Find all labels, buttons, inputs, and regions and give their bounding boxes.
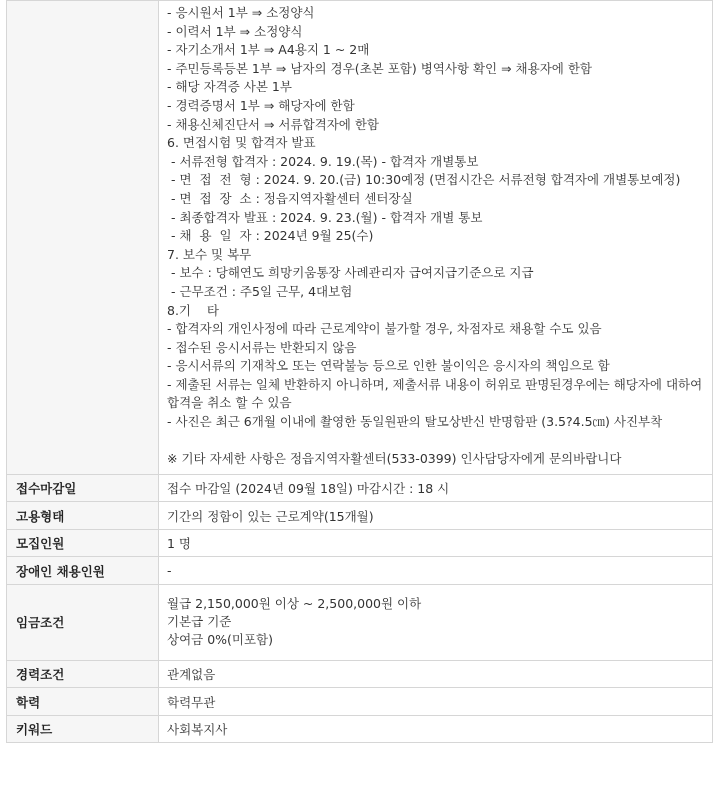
- details-line: - 사진은 최근 6개월 이내에 촬영한 동일원판의 탈모상반신 반명함판 (3.5?4.5㎝) 사진부착: [167, 414, 663, 430]
- details-line: - 이력서 1부 ⇒ 소정양식: [167, 23, 303, 39]
- details-line: - 보수 : 당해연도 희망키움통장 사례관리자 급여지급기준으로 지급: [167, 265, 534, 281]
- employment-label: 고용형태: [7, 502, 159, 530]
- details-line: ※ 기타 자세한 사항은 정읍지역자활센터(533-0399) 인사담당자에게 문의바랍니다: [167, 451, 622, 467]
- details-line: - 면 접 장 소 : 정읍지역자활센터 센터장실: [167, 190, 413, 206]
- details-line: - 응시서류의 기재착오 또는 연락불능 등으로 인한 불이익은 응시자의 책임으로 함: [167, 358, 610, 374]
- headcount-row: [7, 529, 713, 557]
- education-value: 학력무관: [159, 688, 713, 716]
- details-line: - 최종합격자 발표 : 2024. 9. 23.(월) - 합격자 개별 통보: [167, 209, 483, 225]
- headcount-label: 모집인원: [7, 529, 159, 557]
- career-value: 관계없음: [159, 660, 713, 688]
- disabled-row: [7, 557, 713, 585]
- details-line: - 합격자의 개인사정에 따라 근로계약이 불가할 경우, 차점자로 채용할 수도 있음: [167, 321, 602, 337]
- deadline-value: 접수 마감일 (2024년 09월 18일) 마감시간 : 18 시: [159, 474, 713, 502]
- keyword-label: 키워드: [7, 715, 159, 743]
- details-line: - 면 접 전 형 : 2024. 9. 20.(금) 10:30예정 (면접시간은 서류전형 합격자에 개별통보예정): [167, 172, 681, 188]
- disabled-label: 장애인 채용인원: [7, 557, 159, 585]
- wage-value: [159, 584, 713, 660]
- keyword-row: [7, 715, 713, 743]
- details-line: - 주민등록등본 1부 ⇒ 남자의 경우(초본 포함) 병역사항 확인 ⇒ 채용자에 한함: [167, 60, 592, 76]
- job-info-table: [6, 0, 713, 743]
- details-line: - 제출된 서류는 일체 반환하지 아니하며, 제출서류 내용이 허위로 판명된경우에는 해당자에 대하여 합격을 취소 할 수 있음: [167, 376, 707, 411]
- keyword-value: 사회복지사: [159, 715, 713, 743]
- details-line: - 채 용 일 자 : 2024년 9월 25(수): [167, 228, 374, 244]
- headcount-value: 1 명: [159, 529, 713, 557]
- details-text: [167, 4, 707, 469]
- disabled-value: -: [159, 557, 713, 585]
- wage-line-bonus: 상여금 0%(미포함): [167, 632, 274, 648]
- details-line: - 채용신체진단서 ⇒ 서류합격자에 한함: [167, 116, 380, 132]
- education-label: 학력: [7, 688, 159, 716]
- details-line: - 해당 자격증 사본 1부: [167, 79, 292, 95]
- details-row: [7, 1, 713, 475]
- wage-line-salary: 월급 2,150,000원 이상 ~ 2,500,000원 이하: [167, 596, 422, 612]
- wage-label: 임금조건: [7, 584, 159, 660]
- wage-row: [7, 584, 713, 660]
- deadline-row: [7, 474, 713, 502]
- details-line: 8.기 타: [167, 302, 219, 318]
- employment-row: [7, 502, 713, 530]
- details-line: - 응시원서 1부 ⇒ 소정양식: [167, 5, 315, 20]
- details-spacer: [167, 432, 704, 451]
- details-cell: [159, 1, 713, 475]
- career-label: 경력조건: [7, 660, 159, 688]
- details-line: 7. 보수 및 복무: [167, 246, 252, 262]
- details-line: - 근무조건 : 주5일 근무, 4대보험: [167, 283, 353, 299]
- career-row: [7, 660, 713, 688]
- details-line: - 서류전형 합격자 : 2024. 9. 19.(목) - 합격자 개별통보: [167, 153, 479, 169]
- details-line: - 자기소개서 1부 ⇒ A4용지 1 ~ 2매: [167, 42, 370, 58]
- details-line: 6. 면접시험 및 합격자 발표: [167, 135, 316, 151]
- details-line: - 접수된 응시서류는 반환되지 않음: [167, 339, 357, 355]
- deadline-label: 접수마감일: [7, 474, 159, 502]
- education-row: [7, 688, 713, 716]
- employment-value: 기간의 정함이 있는 근로계약(15개월): [159, 502, 713, 530]
- wage-line-basis: 기본급 기준: [167, 614, 232, 630]
- details-line: - 경력증명서 1부 ⇒ 해당자에 한함: [167, 97, 355, 113]
- details-label-cell: [7, 1, 159, 475]
